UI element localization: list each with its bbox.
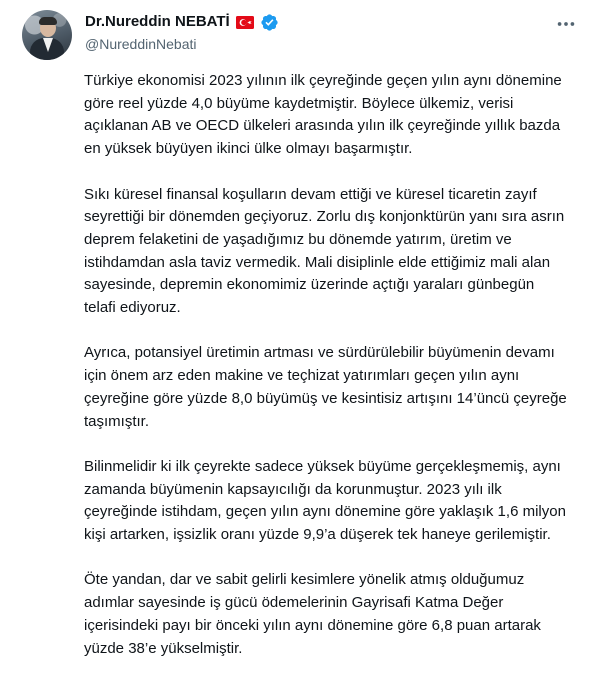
- tweet-text: [84, 70, 568, 660]
- tweet-paragraph: Ayrıca, potansiyel üretimin artması ve sürdürülebilir büyümenin devamı için önem arz eden makine ve teçhizat yatırımları geçen yılın aynı çeyreğine göre yüzde 8,0 büyümüş ve kesintisiz artışını 14’üncü çeyreğe taşımıştır.: [84, 344, 567, 430]
- author-name-row: [85, 11, 279, 33]
- tweet-paragraph: Türkiye ekonomisi 2023 yılının ilk çeyreğinde geçen yılın aynı dönemine göre reel yüzde 4,0 büyüme kaydetmiştir. Böylece ülkemiz, verisi açıklanan AB ve OECD ülkeleri arasında yılın ilk çeyreğinde yıllık bazda en yüksek büyüyen ikinci ülke olmayı başarmıştır.: [84, 72, 562, 158]
- author-handle[interactable]: @NureddinNebati: [85, 36, 197, 52]
- tweet-header: [22, 10, 582, 60]
- author-avatar[interactable]: [22, 10, 72, 60]
- tweet-paragraph: Öte yandan, dar ve sabit gelirli kesimlere yönelik atmış olduğumuz adımlar sayesinde iş gücü ödemelerinin Gayrisafi Katma Değer içerisindeki payı bir önceki yılın aynı dönemine göre 6,8 puan artarak yüzde 38’e yükselmiştir.: [84, 571, 541, 657]
- author-display-name[interactable]: Dr.Nureddin NEBATİ: [85, 13, 230, 30]
- turkey-flag-icon: [236, 16, 254, 29]
- more-horizontal-icon: [555, 13, 577, 35]
- tweet-paragraph: Bilinmelidir ki ilk çeyrekte sadece yüksek büyüme gerçekleşmemiş, aynı zamanda büyümenin kapsayıcılığı da korunmuştur. 2023 yılı ilk çeyreğinde istihdam, geçen yılın aynı dönemine göre yaklaşık 1,6 milyon kişi artarken, işsizlik oranı yüzde 9,9’a düşerek tek haneye gerilemiştir.: [84, 457, 566, 544]
- avatar-hair: [39, 17, 57, 25]
- more-options-button[interactable]: [554, 12, 578, 36]
- tweet-paragraph: Sıkı küresel finansal koşulların devam ettiği ve küresel ticaretin zayıf seyrettiği bir dönemden geçiyoruz. Zorlu dış konjonktürün yanı sıra asrın deprem felaketini de yaşadığımız bu dönemde yatırım, üretim ve istihdamdan asla taviz vermedik. Mali disiplinle elde ettiğimiz mali alan sayesinde, depremin ekonomimiz üzerinde açtığı yaraları günbegün telafi ediyoruz.: [84, 185, 565, 317]
- verified-badge-icon: [260, 13, 279, 32]
